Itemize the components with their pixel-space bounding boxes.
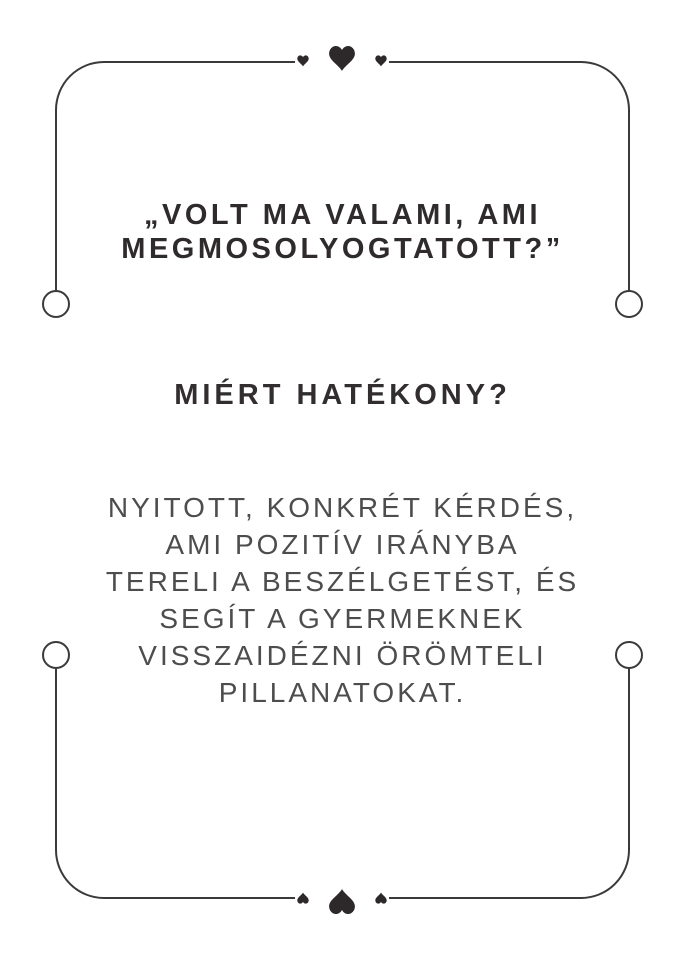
body-line: TERELI A BESZÉLGETÉST, ÉS [105, 566, 580, 597]
quote-line: „VOLT MA VALAMI, AMI [143, 199, 541, 231]
body-line: PILLANATOKAT. [218, 677, 467, 708]
section-heading: MIÉRT HATÉKONY? [174, 379, 511, 411]
body-line: VISSZAIDÉZNI ÖRÖMTELI [138, 640, 547, 671]
body-paragraph [0, 489, 685, 711]
quote-line: MEGMOSOLYOGTATOTT?” [121, 233, 564, 265]
quote-text [0, 198, 685, 266]
frame-border [56, 62, 629, 898]
body-line: SEGÍT A GYERMEKNEK [159, 603, 526, 634]
body-line: AMI POZITÍV IRÁNYBA [165, 529, 520, 560]
circle-accent-left-top [43, 291, 69, 317]
circle-accent-right-top [616, 291, 642, 317]
body-line: NYITOTT, KONKRÉT KÉRDÉS, [107, 492, 578, 523]
